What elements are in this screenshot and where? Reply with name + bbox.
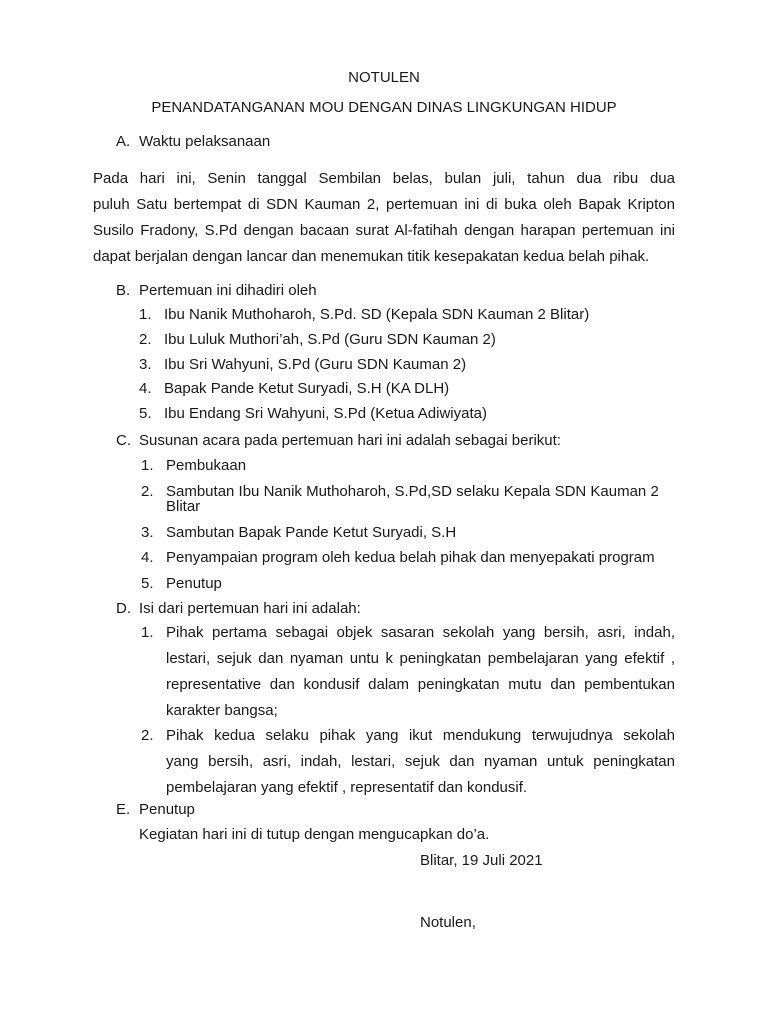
list-item: 4. Bapak Pande Ketut Suryadi, S.H (KA DLH) bbox=[139, 380, 450, 397]
list-item: 2. Ibu Luluk Muthori’ah, S.Pd (Guru SDN Kauman 2) bbox=[139, 331, 496, 348]
section-d-title: Isi dari pertemuan hari ini adalah: bbox=[139, 600, 361, 617]
list-item: 5. Penutup bbox=[141, 575, 222, 592]
list-item: 5. Ibu Endang Sri Wahyuni, S.Pd (Ketua Adiwiyata) bbox=[139, 405, 487, 422]
closing-text: Kegiatan hari ini di tutup dengan mengucapkan do’a. bbox=[139, 826, 490, 843]
section-b-title: Pertemuan ini dihadiri oleh bbox=[139, 282, 317, 299]
document-title: NOTULEN bbox=[348, 69, 420, 86]
list-item: 1. Ibu Nanik Muthoharoh, S.Pd. SD (Kepala SDN Kauman 2 Blitar) bbox=[139, 306, 590, 323]
section-c-heading bbox=[116, 432, 561, 450]
list-item-continuation: Blitar bbox=[166, 498, 201, 515]
list-item-line: lestari, sejuk dan nyaman untu k peningkatan pembelajaran yang efektif , bbox=[166, 650, 675, 667]
section-e-title: Penutup bbox=[139, 801, 195, 818]
list-item-line: pembelajaran yang efektif , representatif dan kondusif. bbox=[166, 779, 528, 796]
section-a-heading bbox=[116, 133, 270, 151]
section-a-title: Waktu pelaksanaan bbox=[139, 133, 271, 150]
list-item-line: yang bersih, asri, indah, lestari, sejuk dan nyaman untuk peningkatan bbox=[166, 753, 675, 770]
place-date: Blitar, 19 Juli 2021 bbox=[420, 852, 543, 869]
section-c-marker: C. bbox=[116, 432, 131, 449]
section-a-paragraph-line-4: dapat berjalan dengan lancar dan menemukan titik kesepakatan kedua belah pihak. bbox=[93, 248, 650, 265]
section-e-heading bbox=[116, 801, 195, 819]
signature-role: Notulen, bbox=[420, 914, 476, 931]
document-subtitle: PENANDATANGANAN MOU DENGAN DINAS LINGKUNGAN HIDUP bbox=[151, 99, 617, 116]
list-item: 3. Sambutan Bapak Pande Ketut Suryadi, S.H bbox=[141, 524, 457, 541]
section-c-title: Susunan acara pada pertemuan hari ini adalah sebagai berikut: bbox=[139, 432, 561, 449]
list-item-number: 2. bbox=[141, 727, 154, 744]
section-d-marker: D. bbox=[116, 600, 131, 617]
list-item-number: 1. bbox=[141, 624, 154, 641]
section-b-marker: B. bbox=[116, 282, 131, 299]
section-b-heading bbox=[116, 282, 317, 300]
list-item: 2. Sambutan Ibu Nanik Muthoharoh, S.Pd,SD selaku Kepala SDN Kauman 2 bbox=[141, 483, 659, 500]
section-a-paragraph-line-2: puluh Satu bertempat di SDN Kauman 2, pertemuan ini di buka oleh Bapak Kripton bbox=[93, 196, 675, 213]
section-e-marker: E. bbox=[116, 801, 131, 818]
section-d-heading bbox=[116, 600, 361, 618]
list-item-line: representative dan kondusif dalam peningkatan mutu dan pembentukan bbox=[166, 676, 675, 693]
list-item-line: Pihak kedua selaku pihak yang ikut mendukung terwujudnya sekolah bbox=[166, 727, 675, 744]
list-item: 1. Pembukaan bbox=[141, 457, 247, 474]
list-item: 4. Penyampaian program oleh kedua belah pihak dan menyepakati program bbox=[141, 549, 655, 566]
list-item: 3. Ibu Sri Wahyuni, S.Pd (Guru SDN Kauman 2) bbox=[139, 356, 467, 373]
section-a-paragraph-line-1: Pada hari ini, Senin tanggal Sembilan belas, bulan juli, tahun dua ribu dua bbox=[93, 170, 675, 187]
list-item-line: karakter bangsa; bbox=[166, 702, 278, 719]
section-a-marker: A. bbox=[116, 133, 131, 150]
section-a-paragraph-line-3: Susilo Fradony, S.Pd dengan bacaan surat Al-fatihah dengan harapan pertemuan ini bbox=[93, 222, 675, 239]
list-item-line: Pihak pertama sebagai objek sasaran sekolah yang bersih, asri, indah, bbox=[166, 624, 675, 641]
